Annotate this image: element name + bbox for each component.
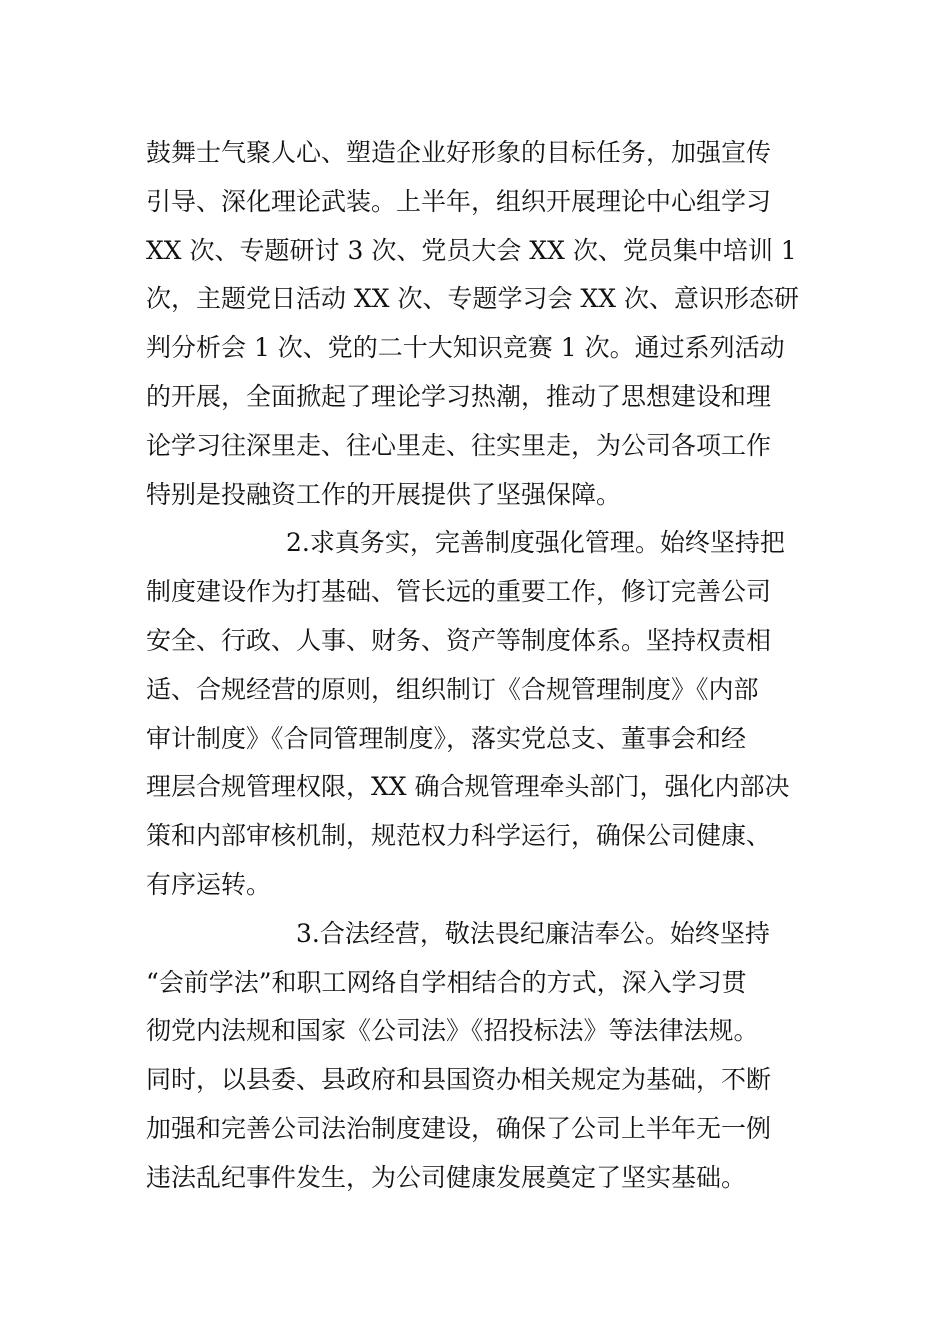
paragraph-line: XX 次、专题研讨 3 次、党员大会 XX 次、党员集中培训 1 [146, 235, 797, 265]
paragraph-line: 判分析会 1 次、党的二十大知识竞赛 1 次。通过系列活动 [146, 333, 785, 363]
paragraph-2 [146, 519, 806, 909]
paragraph-line: 加强和完善公司法治制度建设，确保了公司上半年无一例 [146, 1113, 772, 1143]
paragraph-line: 理层合规管理权限，XX 确合规管理牵头部门，强化内部决 [146, 772, 790, 802]
paragraph-line: 特别是投融资工作的开展提供了坚强保障。 [146, 479, 622, 509]
paragraph-line: 违法乱纪事件发生，为公司健康发展奠定了坚实基础。 [146, 1162, 747, 1192]
paragraph-line: 有序运转。 [146, 869, 272, 899]
paragraph-line: “会前学法”和职工网络自学相结合的方式，深入学习贯 [146, 967, 747, 997]
paragraph-line: 同时，以县委、县政府和县国资办相关规定为基础，不断 [146, 1065, 772, 1095]
paragraph-heading-line: 2.求真务实，完善制度强化管理。始终坚持把 [286, 528, 785, 558]
paragraph-line: 的开展，全面掀起了理论学习热潮，推动了思想建设和理 [146, 381, 772, 411]
paragraph-line: 适、合规经营的原则，组织制订《合规管理制度》《内部 [146, 674, 759, 704]
paragraph-line: 引导、深化理论武装。上半年，组织开展理论中心组学习 [146, 186, 772, 216]
paragraph-line: 论学习往深里走、往心里走、往实里走，为公司各项工作 [146, 430, 772, 460]
paragraph-heading-line: 3.合法经营，敬法畏纪廉洁奉公。始终坚持 [296, 918, 770, 948]
paragraph-line: 彻党内法规和国家《公司法》《招投标法》等法律法规。 [146, 1016, 759, 1046]
document-body [146, 129, 806, 1203]
paragraph-line: 策和内部审核机制，规范权力科学运行，确保公司健康、 [146, 821, 772, 851]
paragraph-line: 安全、行政、人事、财务、资产等制度体系。坚持权责相 [146, 625, 772, 655]
paragraph-3 [146, 910, 806, 1203]
paragraph-line: 鼓舞士气聚人心、塑造企业好形象的目标任务，加强宣传 [146, 138, 772, 167]
paragraph-line: 审计制度》《合同管理制度》，落实党总支、董事会和经 [146, 723, 747, 753]
paragraph-1 [146, 129, 806, 519]
paragraph-line: 次，主题党日活动 XX 次、专题学习会 XX 次、意识形态研 [146, 284, 799, 314]
paragraph-line: 制度建设作为打基础、管长远的重要工作，修订完善公司 [146, 577, 772, 607]
